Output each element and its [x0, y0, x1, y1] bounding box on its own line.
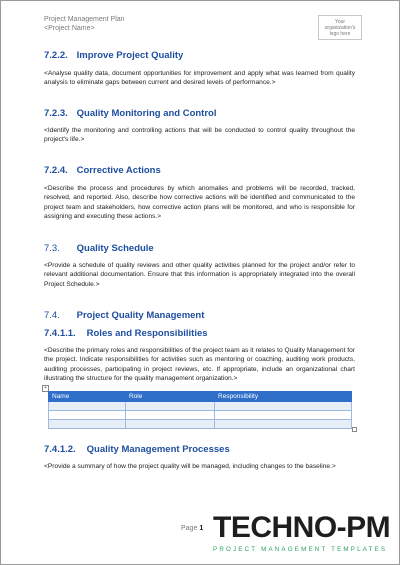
heading-7-2-4	[44, 165, 161, 176]
paragraph-7-2-3: <Identify the monitoring and controlling actions that will be conducted to control quality throughout the project's life.>	[44, 127, 355, 144]
brand-tagline: PROJECT MANAGEMENT TEMPLATES	[213, 546, 388, 553]
table-header-row	[49, 392, 352, 402]
table-row[interactable]	[49, 402, 352, 411]
heading-text: Project Quality Management	[76, 310, 205, 321]
heading-7-3	[44, 243, 154, 254]
table-cell[interactable]	[215, 420, 352, 429]
header-title: Project Management Plan	[44, 16, 125, 23]
column-header-name: Name	[49, 392, 126, 402]
paragraph-7-2-4: <Describe the process and procedures by which anomalies and problems will be recorded, tracked, resolved, and reported. Also, describe how corrective actions will be identified and communicated to the project team and stakeholders, how corrective action plans will be monitored, and who is responsible for assigning and executing these actions.>	[44, 185, 355, 220]
logo-placeholder-text: Your organization's logo here	[324, 18, 356, 37]
page-number	[181, 525, 203, 532]
paragraph-7-2-2: <Analyse quality data, document opportunities for improvement and apply what was learned from quality analysis to eliminate gaps between current and desired levels of performance.>	[44, 70, 355, 87]
page-label: Page	[181, 525, 198, 532]
heading-number: 7.2.2.	[44, 50, 68, 61]
roles-table[interactable]	[48, 391, 352, 429]
heading-7-4-1-1	[44, 328, 208, 339]
table-cell[interactable]	[126, 420, 215, 429]
table-row[interactable]	[49, 420, 352, 429]
table-cell[interactable]	[126, 411, 215, 420]
page-number-value: 1	[199, 525, 204, 532]
column-header-role: Role	[126, 392, 215, 402]
heading-text: Roles and Responsibilities	[86, 328, 208, 339]
table-cell[interactable]	[49, 420, 126, 429]
heading-text: Quality Monitoring and Control	[76, 108, 217, 119]
header-project-name: <Project Name>	[44, 25, 95, 32]
table-cell[interactable]	[126, 402, 215, 411]
heading-text: Corrective Actions	[76, 165, 161, 176]
heading-number: 7.4.	[44, 310, 60, 321]
brand-name: TECHNO-PM	[213, 511, 391, 544]
logo-placeholder	[318, 15, 362, 40]
table-cell[interactable]	[215, 402, 352, 411]
heading-number: 7.3.	[44, 243, 60, 254]
heading-number: 7.4.1.1.	[44, 328, 76, 339]
heading-7-4	[44, 310, 204, 321]
paragraph-7-3: <Provide a schedule of quality reviews and other quality activities planned for the project and/or refer to relevant additional documentation. Ensure that this information is appropriately integrated into the overall Project Schedule.>	[44, 262, 355, 288]
page-header	[44, 15, 125, 33]
table-move-handle-icon[interactable]: +	[42, 385, 49, 392]
table-cell[interactable]	[49, 411, 126, 420]
heading-text: Improve Project Quality	[76, 50, 184, 61]
heading-number: 7.4.1.2.	[44, 444, 76, 455]
column-header-responsibility: Responsibility	[215, 392, 352, 402]
heading-number: 7.2.3.	[44, 108, 68, 119]
paragraph-7-4-1-1: <Describe the primary roles and responsibilities of the project team as it relates to Quality Management for the project. Indicate responsibilities for activities such as mentoring or coaching, auditing work products, auditing processes, participating in project reviews, etc. If appropriate, include an organizational chart illustrating the structure for the quality management organization.>	[44, 347, 355, 382]
heading-text: Quality Management Processes	[86, 444, 230, 455]
heading-7-4-1-2	[44, 444, 230, 455]
table-cell[interactable]	[215, 411, 352, 420]
table-row[interactable]	[49, 411, 352, 420]
table-cell[interactable]	[49, 402, 126, 411]
table-resize-handle-icon[interactable]	[352, 427, 357, 432]
paragraph-7-4-1-2: <Provide a summary of how the project quality will be managed, including changes to the baseline.>	[44, 463, 336, 470]
heading-7-2-2	[44, 50, 183, 61]
heading-7-2-3	[44, 108, 217, 119]
brand-logo	[213, 511, 391, 559]
heading-number: 7.2.4.	[44, 165, 68, 176]
heading-text: Quality Schedule	[76, 243, 154, 254]
